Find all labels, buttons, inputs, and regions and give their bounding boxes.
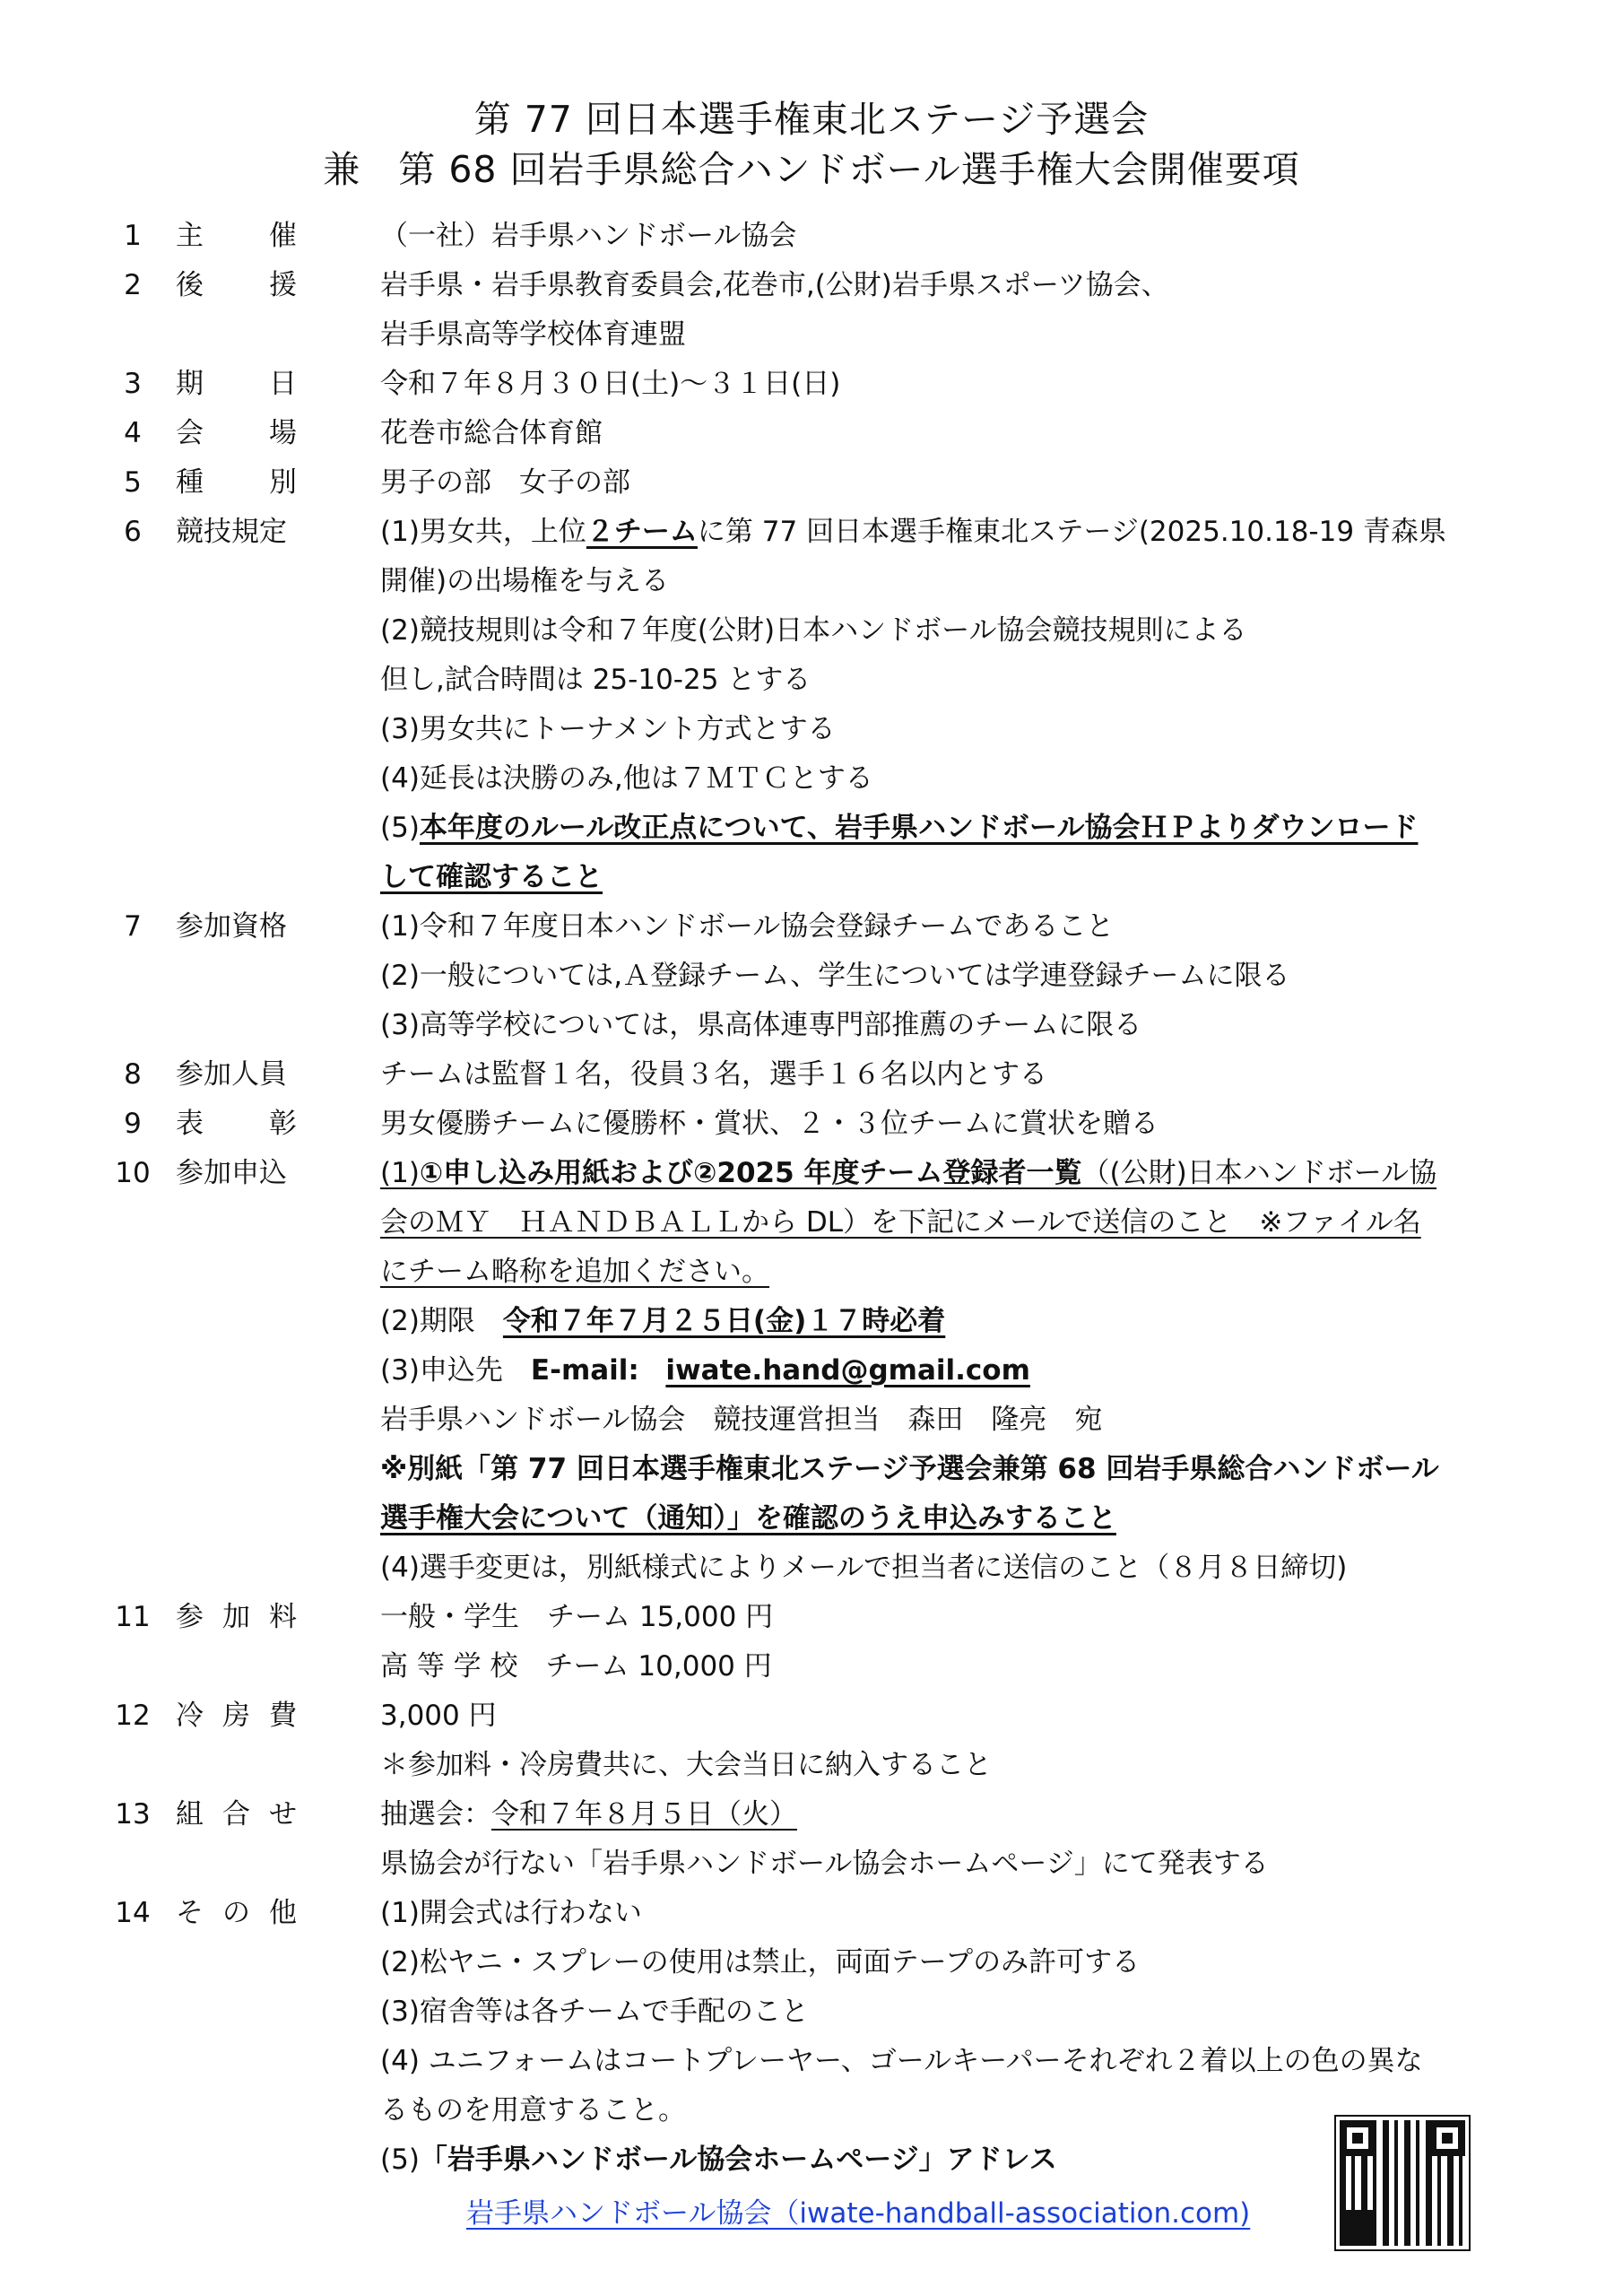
homepage-link[interactable]: 岩手県ハンドボール協会（iwate-handball-association.com) <box>466 2197 1251 2230</box>
application-line <box>0 1248 1623 1297</box>
section-text: (4) ユニフォームはコートプレーヤー、ゴールキーパーそれぞれ２着以上の色の異な <box>380 2045 1423 2077</box>
section-text: （一社）岩手県ハンドボール協会 <box>380 220 797 252</box>
section-awards <box>0 1100 1623 1149</box>
section-cooling-fee <box>0 1692 1623 1741</box>
application-deadline <box>0 1297 1623 1346</box>
application-line <box>0 1445 1623 1494</box>
section-text: 県協会が行ない「岩手県ハンドボール協会ホームページ」にて発表する <box>380 1848 1269 1880</box>
qr-code-icon <box>1336 2117 1469 2249</box>
section-label: 冷房費 <box>176 1700 297 1732</box>
section-number: 8 <box>124 1058 142 1091</box>
title-line-2: 兼 第 68 回岩手県総合ハンドボール選手権大会開催要項 <box>323 148 1300 191</box>
section-text: 会のＭＹ ＨＡＮＤＢＡＬＬから DL）を下記にメールで送信のこと ※ファイル名 <box>380 1206 1421 1239</box>
application-line <box>0 1198 1623 1248</box>
section-number: 12 <box>115 1700 151 1732</box>
section-rules <box>0 508 1623 557</box>
section-text: (4)選手変更は，別紙様式によりメールで担当者に送信のこと（８月８日締切) <box>380 1552 1348 1584</box>
section-label: 参加申込 <box>176 1157 287 1189</box>
section-label: 組合せ <box>176 1798 297 1831</box>
section-text: (2)競技規則は令和７年度(公財)日本ハンドボール協会競技規則による <box>380 614 1247 647</box>
section-label: 会 場 <box>176 417 297 449</box>
other-line <box>0 1987 1623 2037</box>
rules-line <box>0 606 1623 656</box>
section-support-cont <box>0 310 1623 360</box>
section-text: 3,000 円 <box>380 1700 497 1732</box>
section-text: (2)松ヤニ・スプレーの使用は禁止，両面テープのみ許可する <box>380 1946 1141 1979</box>
section-label: 競技規定 <box>176 516 287 548</box>
section-label: 種 別 <box>176 466 297 499</box>
deadline-text: 令和７年７月２５日(金)１７時必着 <box>502 1305 946 1337</box>
section-date <box>0 360 1623 409</box>
section-text: にチーム略称を追加ください。 <box>380 1256 769 1288</box>
section-label: 主 催 <box>176 220 297 252</box>
section-fee <box>0 1593 1623 1642</box>
section-label: 表 彰 <box>176 1108 297 1140</box>
section-text: 一般・学生 チーム 15,000 円 <box>380 1601 774 1633</box>
section-text: (4)延長は決勝のみ,他は７ＭＴＣとする <box>380 762 873 795</box>
title-line-1: 第 77 回日本選手権東北ステージ予選会 <box>473 98 1150 141</box>
section-text: (1)男女共，上位２チームに第 77 回日本選手権東北ステージ(2025.10.18-19 青森県 <box>380 516 1446 548</box>
section-text: 但し,試合時間は 25-10-25 とする <box>380 664 812 696</box>
rules-line <box>0 754 1623 804</box>
rules-line <box>0 656 1623 705</box>
section-application <box>0 1149 1623 1198</box>
section-text: チームは監督１名，役員３名，選手１６名以内とする <box>380 1058 1047 1091</box>
section-text: (3)宿舎等は各チームで手配のこと <box>380 1996 809 2028</box>
section-number: 4 <box>124 417 142 449</box>
section-number: 6 <box>124 516 142 548</box>
section-label: 参加資格 <box>176 910 287 943</box>
rules-line <box>0 804 1623 853</box>
section-support <box>0 261 1623 310</box>
section-text: 岩手県・岩手県教育委員会,花巻市,(公財)岩手県スポーツ協会、 <box>380 269 1169 301</box>
section-text: (3)申込先 E-mail: iwate.hand@gmail.com <box>380 1354 1030 1387</box>
section-number: 3 <box>124 368 142 400</box>
section-text: 令和７年８月３０日(土)～３１日(日) <box>380 368 841 400</box>
section-text: 男子の部 女子の部 <box>380 466 630 499</box>
section-text: ＊参加料・冷房費共に、大会当日に納入すること <box>380 1749 992 1781</box>
eligibility-line <box>0 1001 1623 1050</box>
section-number: 11 <box>115 1601 151 1633</box>
section-other <box>0 1889 1623 1938</box>
emphasis-text: 選手権大会について（通知）」を確認のうえ申込みすること <box>380 1502 1116 1535</box>
draw-line <box>0 1839 1623 1889</box>
rules-line <box>0 853 1623 902</box>
section-text: (1)令和７年度日本ハンドボール協会登録チームであること <box>380 910 1115 943</box>
section-text: (3)高等学校については，県高体連専門部推薦のチームに限る <box>380 1009 1142 1041</box>
section-number: 9 <box>124 1108 142 1140</box>
draw-date: 令和７年８月５日（火） <box>491 1798 797 1831</box>
section-category <box>0 458 1623 508</box>
section-label: 参加料 <box>176 1601 297 1633</box>
other-line <box>0 1938 1623 1987</box>
application-contact <box>0 1346 1623 1396</box>
section-text: (5)本年度のルール改正点について、岩手県ハンドボール協会ＨＰよりダウンロード <box>380 812 1419 844</box>
section-number: 7 <box>124 910 142 943</box>
section-text: (2)一般については,Ａ登録チーム、学生については学連登録チームに限る <box>380 960 1290 992</box>
section-eligibility <box>0 902 1623 952</box>
section-number: 5 <box>124 466 142 499</box>
emphasis-text: ２チーム <box>586 516 698 548</box>
section-text: (1)①申し込み用紙および②2025 年度チーム登録者一覧（(公財)日本ハンドボール協 <box>380 1157 1437 1189</box>
application-line <box>0 1396 1623 1445</box>
section-label: 参加人員 <box>176 1058 287 1091</box>
section-number: 10 <box>115 1157 151 1189</box>
section-members <box>0 1050 1623 1100</box>
section-text: 岩手県高等学校体育連盟 <box>380 318 686 351</box>
emphasis-text: して確認すること <box>380 861 603 893</box>
emphasis-text: ※別紙「第 77 回日本選手権東北ステージ予選会兼第 68 回岩手県総合ハンドボール <box>380 1453 1439 1485</box>
section-label: 後 援 <box>176 269 297 301</box>
rules-line <box>0 705 1623 754</box>
section-number: 2 <box>124 269 142 301</box>
section-number: 14 <box>115 1897 151 1929</box>
section-venue <box>0 409 1623 458</box>
section-text: 岩手県ハンドボール協会 競技運営担当 森田 隆亮 宛 <box>380 1404 1103 1436</box>
emphasis-text: ①申し込み用紙および②2025 年度チーム登録者一覧 <box>419 1157 1082 1189</box>
section-draw <box>0 1790 1623 1839</box>
email-address[interactable]: iwate.hand@gmail.com <box>665 1354 1030 1387</box>
section-text: (3)男女共にトーナメント方式とする <box>380 713 836 745</box>
section-text: るものを用意すること。 <box>380 2094 686 2126</box>
section-text: (1)開会式は行わない <box>380 1897 642 1929</box>
section-text: 抽選会：令和７年８月５日（火） <box>380 1798 797 1831</box>
section-number: 13 <box>115 1798 151 1831</box>
section-text: 花巻市総合体育館 <box>380 417 603 449</box>
section-text: 開催)の出場権を与える <box>380 565 670 597</box>
application-line <box>0 1494 1623 1544</box>
application-line <box>0 1544 1623 1593</box>
section-text: (5)「岩手県ハンドボール協会ホームページ」アドレス <box>380 2144 1057 2176</box>
fee-line <box>0 1642 1623 1692</box>
section-label: 期 日 <box>176 368 297 400</box>
section-text: 男女優勝チームに優勝杯・賞状、２・３位チームに賞状を贈る <box>380 1108 1159 1140</box>
section-text: (2)期限 令和７年７月２５日(金)１７時必着 <box>380 1305 946 1337</box>
other-line <box>0 2037 1623 2086</box>
emphasis-text: 「岩手県ハンドボール協会ホームページ」アドレス <box>419 2144 1057 2176</box>
section-text: 高 等 学 校 チーム 10,000 円 <box>380 1650 772 1683</box>
rules-line <box>0 557 1623 606</box>
cooling-fee-line <box>0 1741 1623 1790</box>
eligibility-line <box>0 952 1623 1001</box>
section-sponsor <box>0 212 1623 261</box>
emphasis-text: 本年度のルール改正点について、岩手県ハンドボール協会ＨＰよりダウンロード <box>419 812 1419 844</box>
section-number: 1 <box>124 220 142 252</box>
email-label: E-mail: <box>530 1354 639 1387</box>
section-label: その他 <box>176 1897 297 1929</box>
